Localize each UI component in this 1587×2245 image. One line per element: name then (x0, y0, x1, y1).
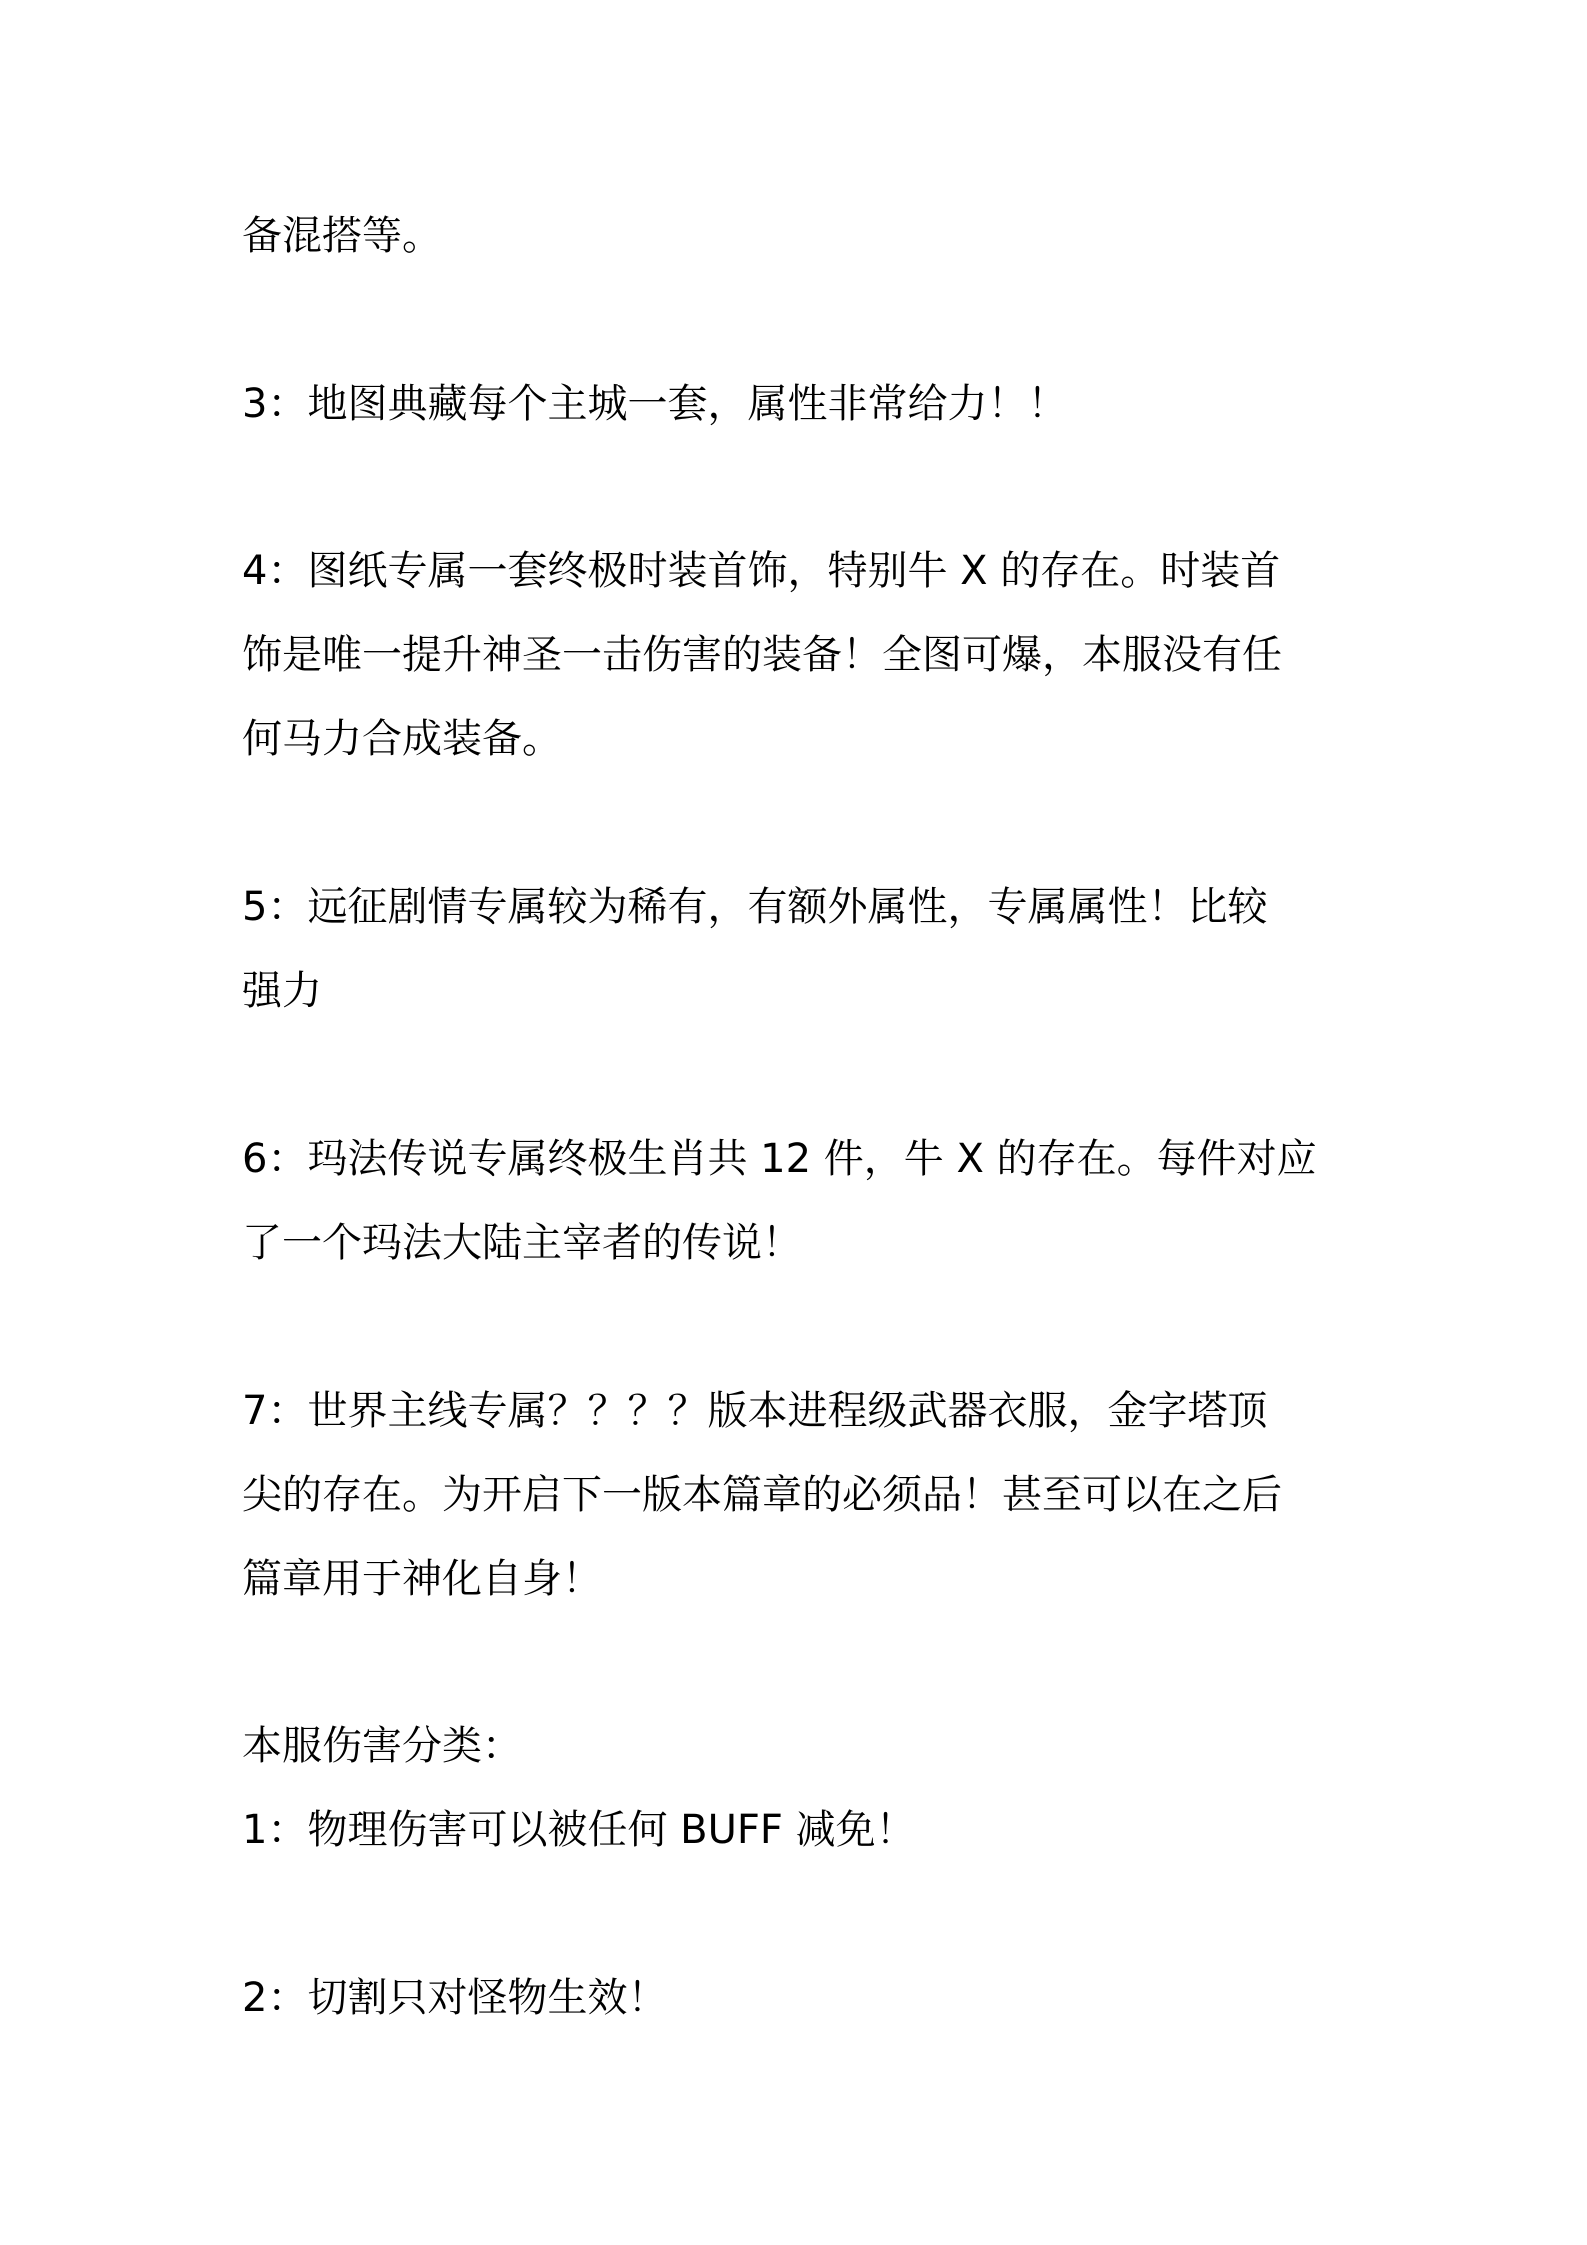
paragraph-item-7 (242, 1369, 1362, 1621)
text-line: 备混搭等。 (242, 213, 442, 259)
text-line: 5：远征剧情专属较为稀有，有额外属性，专属属性！比较 (242, 884, 1268, 930)
paragraph-item-4 (242, 529, 1362, 781)
text-line: 3：地图典藏每个主城一套，属性非常给力！！ (242, 381, 1068, 427)
text-line: 7：世界主线专属？？？？版本进程级武器衣服，金字塔顶 (242, 1388, 1268, 1434)
text-line: 6：玛法传说专属终极生肖共 12 件，牛 X 的存在。每件对应 (242, 1136, 1317, 1182)
section-heading (242, 1704, 1362, 1788)
damage-item-1 (242, 1788, 1362, 1872)
text-line: 篇章用于神化自身！ (242, 1556, 602, 1602)
paragraph-item-6 (242, 1117, 1362, 1285)
text-line: 了一个玛法大陆主宰者的传说！ (242, 1220, 802, 1266)
text-line: 强力 (242, 968, 322, 1014)
text-line: 1：物理伤害可以被任何 BUFF 减免！ (242, 1807, 916, 1853)
paragraph-continuation (242, 194, 1362, 278)
damage-item-2 (242, 1956, 1362, 2040)
text-line: 尖的存在。为开启下一版本篇章的必须品！甚至可以在之后 (242, 1472, 1282, 1518)
paragraph-item-5 (242, 865, 1362, 1033)
text-line: 4：图纸专属一套终极时装首饰，特别牛 X 的存在。时装首 (242, 548, 1281, 594)
text-line: 2：切割只对怪物生效！ (242, 1975, 668, 2021)
text-line: 饰是唯一提升神圣一击伤害的装备！全图可爆，本服没有任 (242, 632, 1282, 678)
paragraph-item-3 (242, 362, 1362, 446)
text-line: 本服伤害分类： (242, 1723, 522, 1769)
text-line: 何马力合成装备。 (242, 716, 562, 762)
